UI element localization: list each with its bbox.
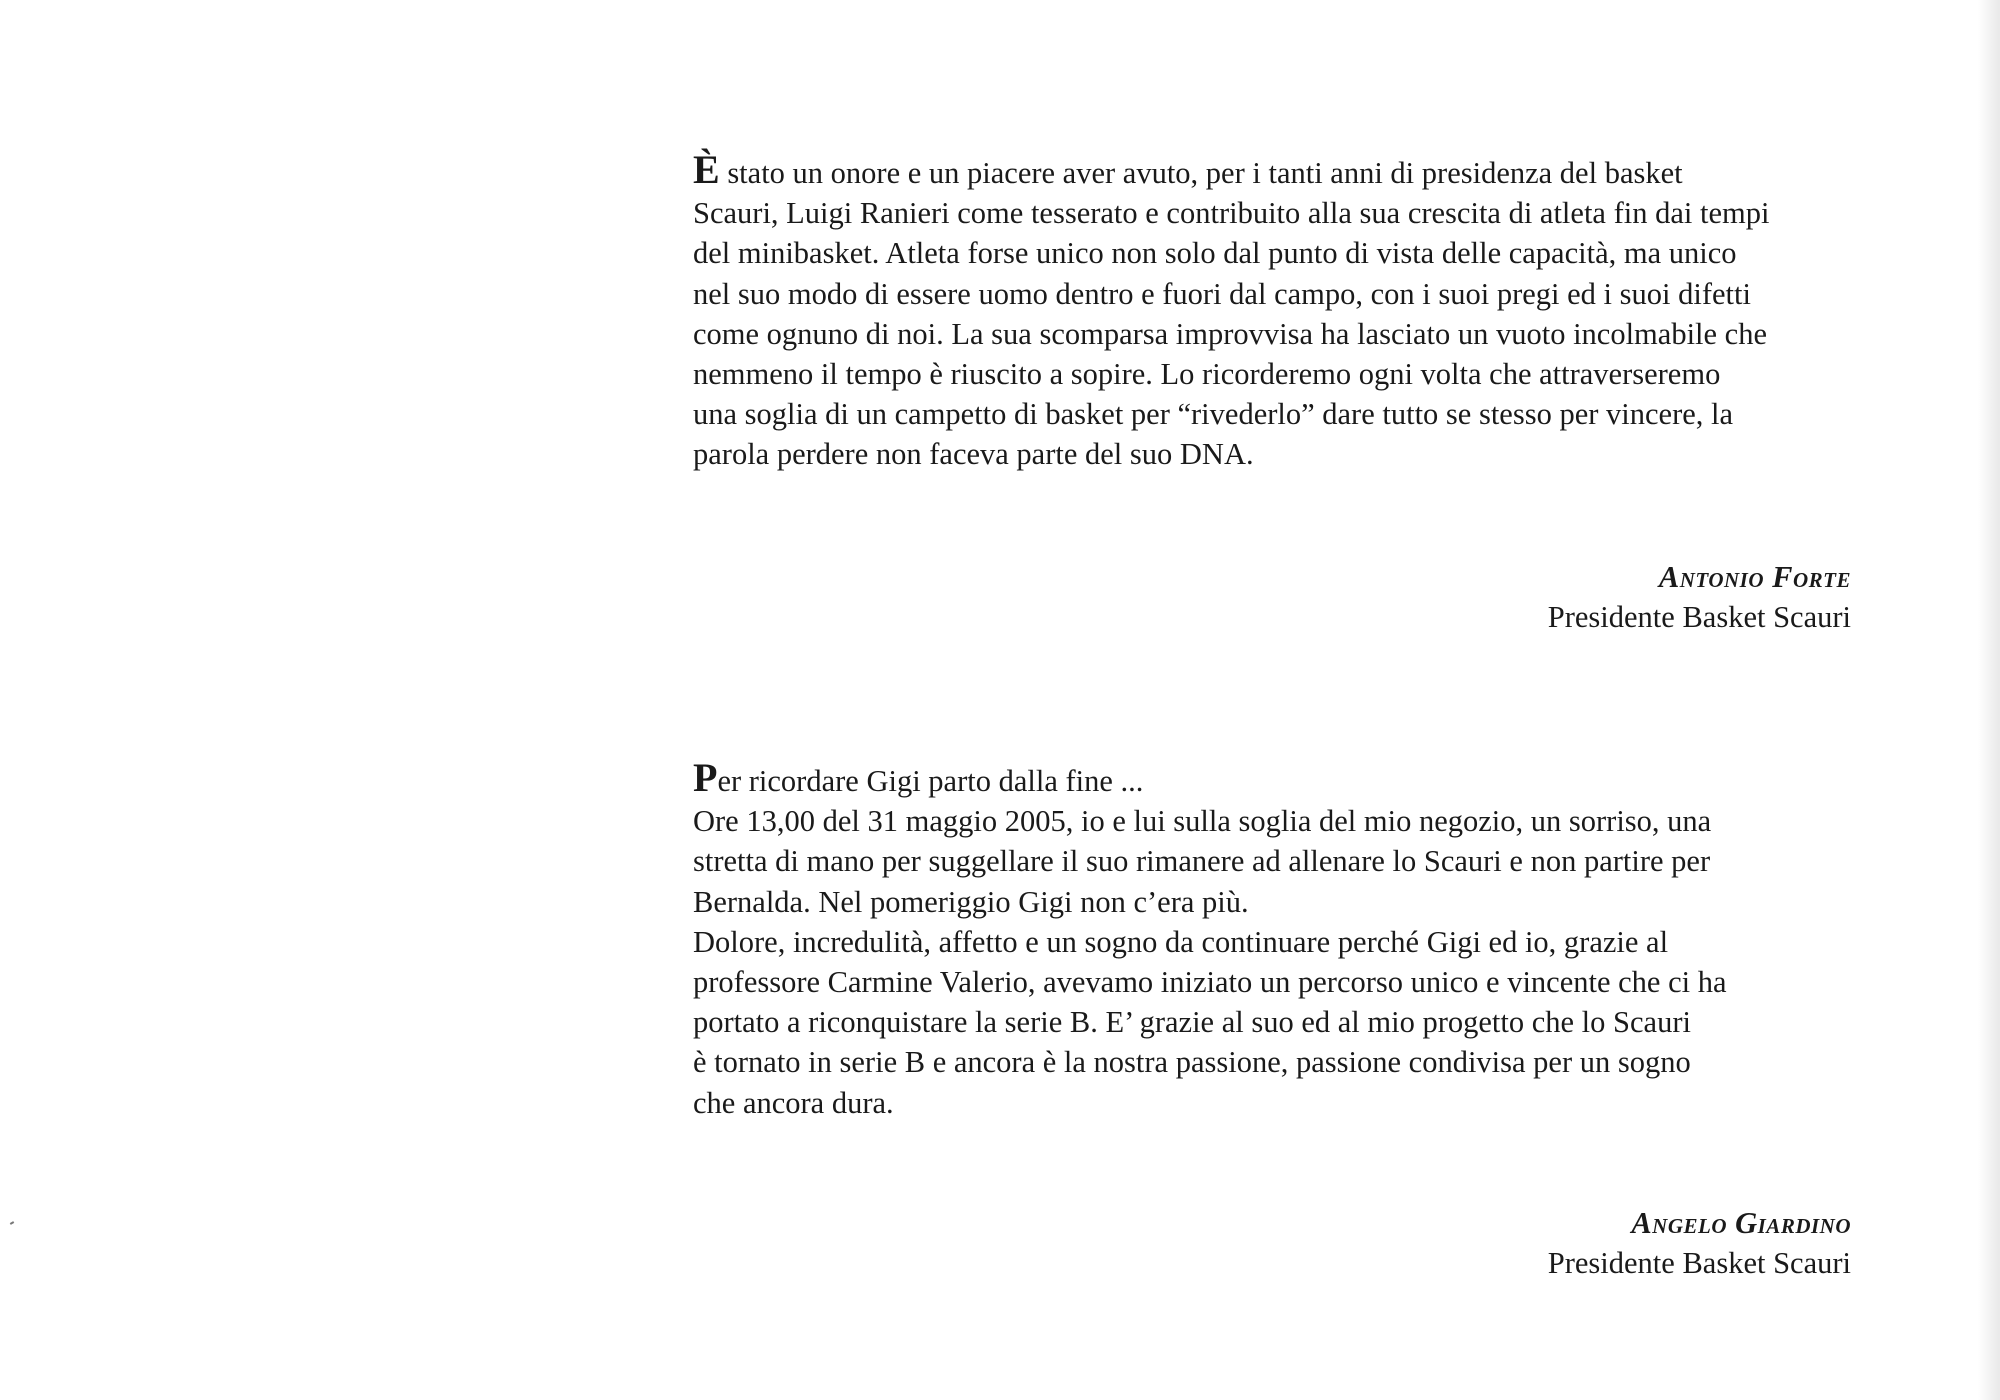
paragraph-line: nemmeno il tempo è riuscito a sopire. Lo ricorderemo ogni volta che attraverseremo <box>693 357 1721 392</box>
signature-block-1 <box>693 557 1851 637</box>
paragraph-line: portato a riconquistare la serie B. E’ grazie al suo ed al mio progetto che lo Scauri <box>693 1005 1691 1040</box>
paragraph-line: Bernalda. Nel pomeriggio Gigi non c’era più. <box>693 884 1249 919</box>
paragraph-line: Ore 13,00 del 31 maggio 2005, io e lui sulla soglia del mio negozio, un sorriso, una <box>693 804 1712 839</box>
tribute-paragraph-1 <box>693 147 1851 475</box>
signatory-name: Antonio Forte <box>1658 560 1851 594</box>
paragraph-line: Per ricordare Gigi parto dalla fine ... <box>693 755 1144 800</box>
signatory-name: Angelo Giardino <box>1631 1206 1851 1240</box>
paragraph-line: professore Carmine Valerio, avevamo iniziato un percorso unico e vincente che ci ha <box>693 965 1727 1000</box>
page-edge-shadow <box>1978 0 2000 1400</box>
paragraph-line: Scauri, Luigi Ranieri come tesserato e contribuito alla sua crescita di atleta fin dai tempi <box>693 196 1770 231</box>
paragraph-line: è tornato in serie B e ancora è la nostra passione, passione condivisa per un sogno <box>693 1045 1691 1080</box>
signatory-role: Presidente Basket Scauri <box>1547 600 1851 634</box>
paragraph-line: Dolore, incredulità, affetto e un sogno da continuare perché Gigi ed io, grazie al <box>693 924 1669 959</box>
paragraph-line: stretta di mano per suggellare il suo rimanere ad allenare lo Scauri e non partire per <box>693 844 1711 879</box>
drop-cap: È <box>693 147 720 192</box>
tribute-paragraph-2 <box>693 755 1851 1123</box>
paragraph-line: del minibasket. Atleta forse unico non solo dal punto di vista delle capacità, ma unico <box>693 236 1737 271</box>
signatory-role: Presidente Basket Scauri <box>1547 1246 1851 1280</box>
paragraph-line: nel suo modo di essere uomo dentro e fuori dal campo, con i suoi pregi ed i suoi difetti <box>693 276 1751 311</box>
signature-block-2 <box>693 1203 1851 1283</box>
paragraph-line: È stato un onore e un piacere aver avuto, per i tanti anni di presidenza del basket <box>693 147 1683 192</box>
paragraph-line: una soglia di un campetto di basket per “rivederlo” dare tutto se stesso per vincere, la <box>693 397 1734 432</box>
paragraph-line: parola perdere non faceva parte del suo DNA. <box>693 437 1254 472</box>
scan-speck <box>10 1221 14 1225</box>
drop-cap: P <box>693 755 718 800</box>
paragraph-line: che ancora dura. <box>693 1085 894 1120</box>
paragraph-line: come ognuno di noi. La sua scomparsa improvvisa ha lasciato un vuoto incolmabile che <box>693 316 1768 351</box>
